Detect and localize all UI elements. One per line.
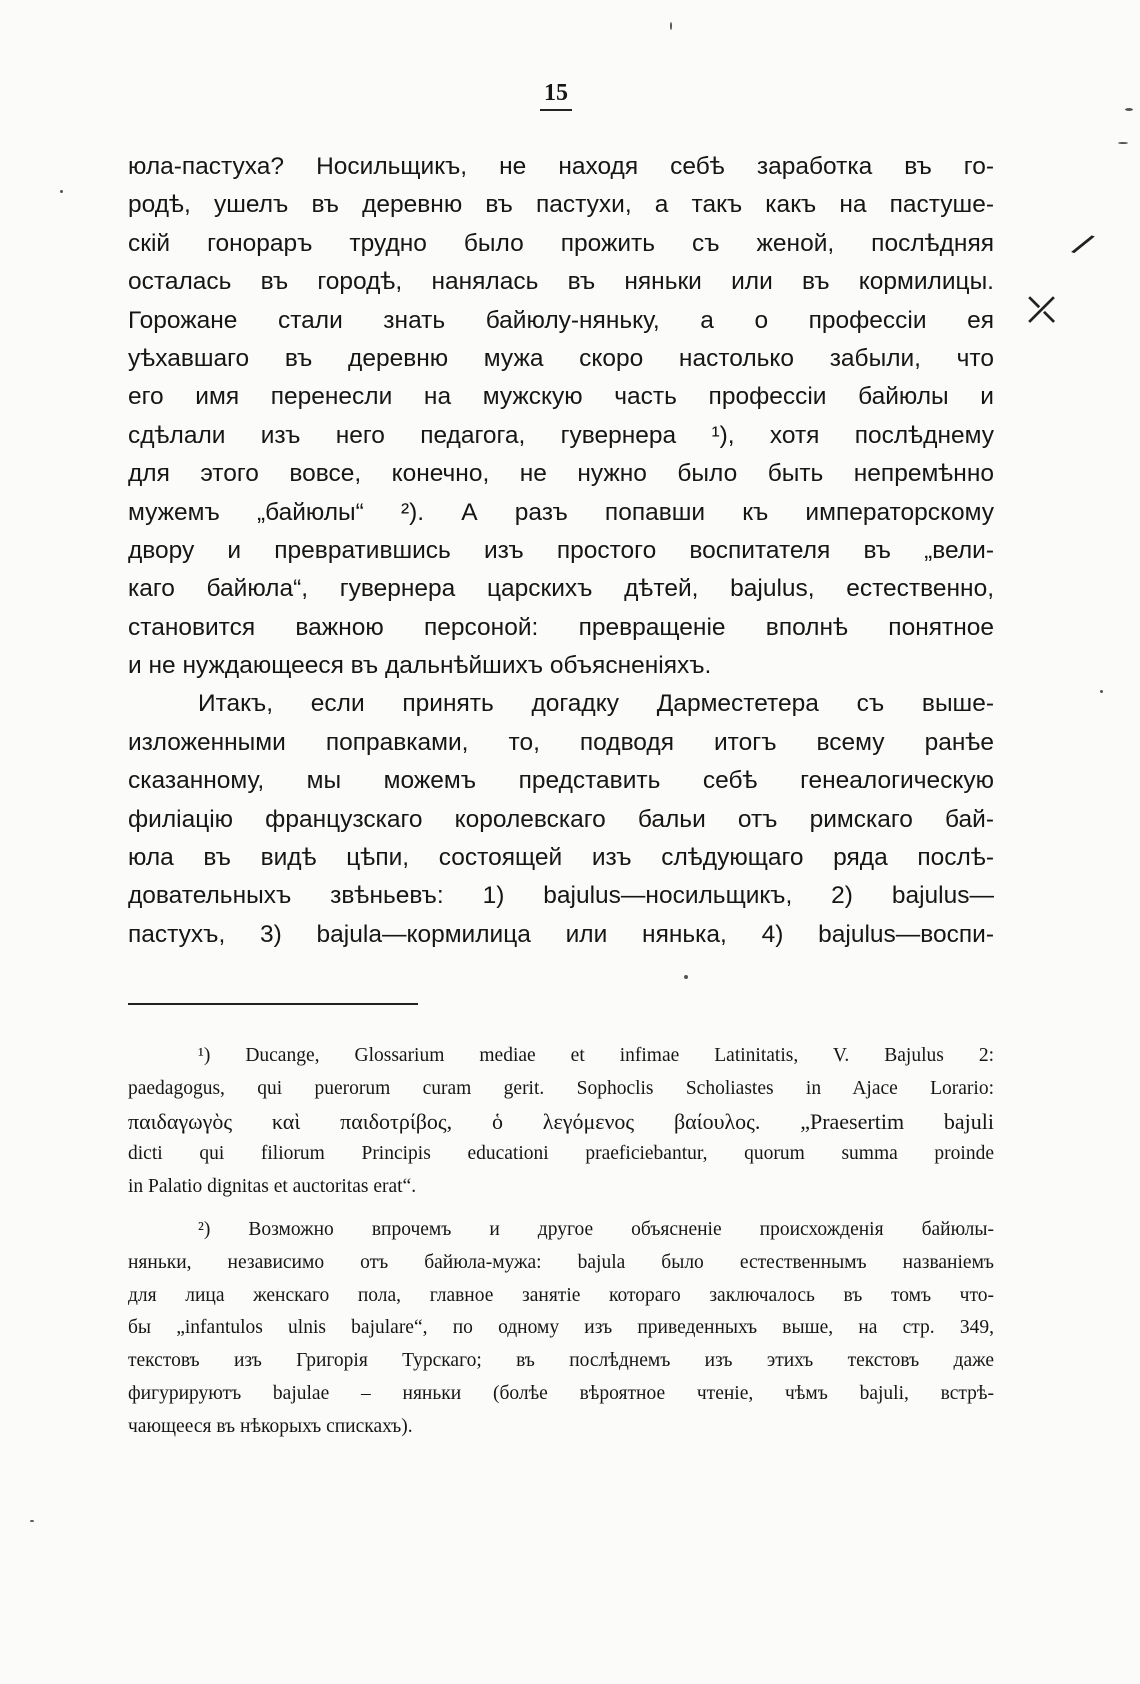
text-line: родѣ, ушелъ въ деревню въ пастухи, а такъ какъ на пастуше- bbox=[128, 191, 994, 219]
text-line: Горожане стали знать байюлу-няньку, а о профессіи ея bbox=[128, 306, 994, 334]
page-number: 15 bbox=[540, 80, 572, 111]
footnote-line: текстовъ изъ Григорія Турскаго; въ послѣднемъ изъ этихъ текстовъ даже bbox=[128, 1350, 994, 1372]
text-line: филіацію французскаго королевскаго бальи отъ римскаго бай- bbox=[128, 805, 994, 833]
footnote-line: чающееся въ нѣкорыхъ спискахъ). bbox=[128, 1415, 413, 1437]
text-line: пастухъ, 3) bajula—кормилица или нянька, 4) bajulus—воспи- bbox=[128, 920, 994, 948]
scan-speck bbox=[670, 22, 672, 30]
footnote-line: фигурируютъ bajulae – няньки (болѣе вѣроятное чтеніе, чѣмъ bajuli, встрѣ- bbox=[128, 1382, 994, 1404]
footnote-line: ²) Возможно впрочемъ и другое объясненіе происхожденія байюлы- bbox=[198, 1218, 994, 1240]
text-line: становится важною персоной: превращеніе вполнѣ понятное bbox=[128, 613, 994, 641]
footnote-line: in Palatio dignitas et auctoritas erat“. bbox=[128, 1176, 417, 1198]
text-line: каго байюла“, гувернера царскихъ дѣтей, bajulus, естественно, bbox=[128, 575, 994, 603]
text-line: изложенными поправками, то, подводя итогъ всему ранѣе bbox=[128, 728, 994, 756]
footnote-line: ¹) Ducange, Glossarium mediae et infimae Latinitatis, V. Bajulus 2: bbox=[198, 1045, 994, 1066]
scan-speck bbox=[684, 975, 688, 979]
text-line: Итакъ, если принять догадку Дарместетера съ выше- bbox=[198, 690, 994, 718]
footnote-line: для лица женскаго пола, главное занятіе котораго заключалось въ томъ что- bbox=[128, 1284, 994, 1306]
text-line: осталась въ городѣ, нанялась въ няньки или въ кормилицы. bbox=[128, 268, 994, 296]
text-line: юла-пастуха? Носильщикъ, не находя себѣ заработка въ го- bbox=[128, 153, 994, 180]
scan-speck bbox=[1100, 690, 1103, 693]
scan-speck bbox=[60, 190, 63, 193]
scan-speck bbox=[1125, 108, 1133, 111]
text-line: сказанному, мы можемъ представить себѣ генеалогическую bbox=[128, 767, 994, 795]
footnotes bbox=[128, 1040, 994, 1444]
footnote-2 bbox=[128, 1214, 994, 1444]
text-line: мужемъ „байюлы“ ²). А разъ попавши къ императорскому bbox=[128, 498, 994, 526]
footnote-line: няньки, независимо отъ байюла-мужа: bajula было естественнымъ названіемъ bbox=[128, 1251, 994, 1273]
footnote-1 bbox=[128, 1040, 994, 1204]
scan-speck bbox=[1118, 142, 1128, 144]
text-line: скій гонораръ трудно было прожить съ женой, послѣдняя bbox=[128, 229, 994, 257]
main-text bbox=[128, 148, 994, 954]
text-line: уѣхавшаго въ деревню мужа скоро настолько забыли, что bbox=[128, 344, 994, 372]
footnote-line: бы „infantulos ulnis bajulare“, по одному изъ приведенныхъ выше, на стр. 349, bbox=[128, 1317, 994, 1339]
margin-mark: ⁄ bbox=[1074, 228, 1091, 263]
footnote-line: dicti qui filiorum Principis educationi praeficiebantur, quorum summa proinde bbox=[128, 1143, 994, 1165]
text-line: довательныхъ звѣньевъ: 1) bajulus—носильщикъ, 2) bajulus— bbox=[128, 882, 994, 910]
text-line: сдѣлали изъ него педагога, гувернера ¹), хотя послѣднему bbox=[128, 421, 994, 449]
margin-cross-mark: ⤫ bbox=[1028, 290, 1056, 330]
footnote-rule bbox=[128, 1003, 418, 1005]
text-line: и не нуждающееся въ дальнѣйшихъ объясненіяхъ. bbox=[128, 652, 712, 680]
text-line: для этого вовсе, конечно, не нужно было быть непремѣнно bbox=[128, 460, 994, 488]
text-line: юла въ видѣ цѣпи, состоящей изъ слѣдующаго ряда послѣ- bbox=[128, 844, 994, 872]
scan-speck bbox=[30, 1520, 34, 1522]
footnote-line: paedagogus, qui puerorum curam gerit. Sophoclis Scholiastes in Ajace Lorario: bbox=[128, 1077, 994, 1099]
footnote-line: παιδαγωγὸς καὶ παιδοτρίβος, ὁ λεγόμενος βαίουλος. „Praesertim bajuli bbox=[128, 1108, 994, 1134]
text-line: двору и превратившись изъ простого воспитателя въ „вели- bbox=[128, 536, 994, 564]
text-line: его имя перенесли на мужскую часть профессіи байюлы и bbox=[128, 383, 994, 411]
